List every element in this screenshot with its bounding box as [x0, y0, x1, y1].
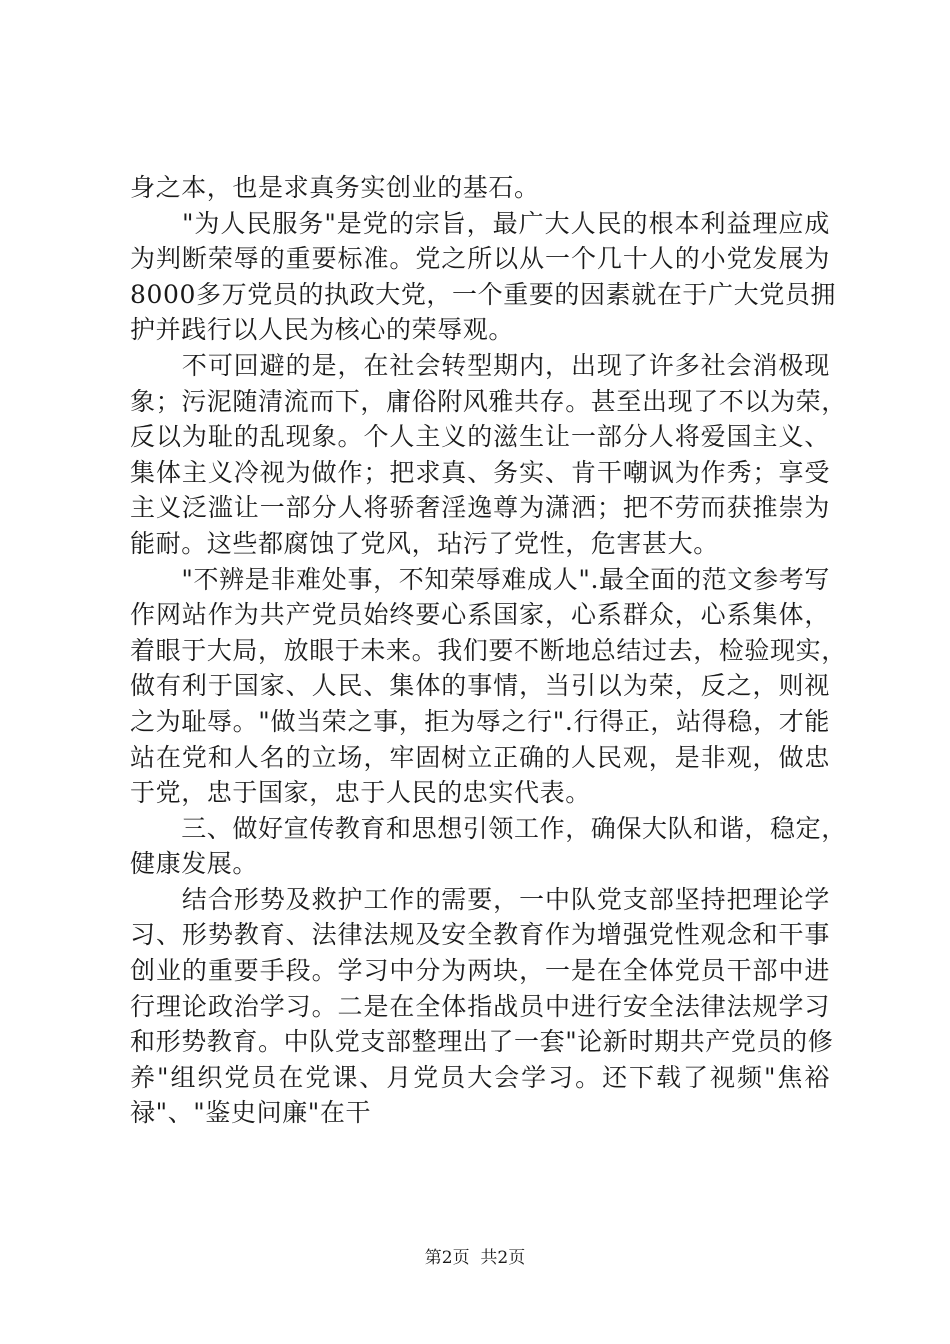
text-line: 为判断荣辱的重要标准。党之所以从一个几十人的小党发展为 [130, 244, 830, 274]
text-line: 结合形势及救护工作的需要，一中队党支部坚持把理论学 [130, 884, 830, 914]
text-line: 8000多万党员的执政大党，一个重要的因素就在于广大党员拥 [130, 279, 837, 309]
text-line: 象；污泥随清流而下，庸俗附风雅共存。甚至出现了不以为荣， [130, 386, 847, 416]
text-line: 和形势教育。中队党支部整理出了一套"论新时期共产党员的修 [130, 1027, 834, 1057]
text-line: 习、形势教育、法律法规及安全教育作为增强党性观念和干事 [130, 920, 830, 950]
text-line: 站在党和人名的立场，牢固树立正确的人民观，是非观，做忠 [130, 742, 830, 772]
text-line: 集体主义冷视为做作；把求真、务实、肯干嘲讽为作秀；享受 [130, 457, 830, 487]
page-number: 第2页 共2页 [424, 1248, 526, 1268]
text-line: 于党，忠于国家，忠于人民的忠实代表。 [130, 778, 591, 808]
body-text [130, 170, 847, 1131]
text-line: 作网站作为共产党员始终要心系国家，心系群众，心系集体， [130, 600, 830, 630]
text-line: 不可回避的是，在社会转型期内，出现了许多社会消极现 [130, 350, 830, 380]
page-footer [0, 1243, 950, 1268]
text-line: 禄"、"鉴史问廉"在干 [130, 1098, 372, 1128]
text-line: 养"组织党员在党课、月党员大会学习。还下载了视频"焦裕 [130, 1062, 830, 1092]
text-line: 反以为耻的乱现象。个人主义的滋生让一部分人将爱国主义、 [130, 422, 830, 452]
text-line: 创业的重要手段。学习中分为两块，一是在全体党员干部中进 [130, 956, 830, 986]
text-line: 三、做好宣传教育和思想引领工作，确保大队和谐，稳定， [130, 813, 847, 843]
text-line: 做有利于国家、人民、集体的事情，当引以为荣，反之，则视 [130, 671, 830, 701]
text-line: 之为耻辱。"做当荣之事，拒为辱之行".行得正，站得稳，才能 [130, 706, 830, 736]
text-line: 身之本，也是求真务实创业的基石。 [130, 173, 540, 202]
text-line: 行理论政治学习。二是在全体指战员中进行安全法律法规学习 [130, 991, 830, 1021]
text-line: 能耐。这些都腐蚀了党风，玷污了党性，危害甚大。 [130, 528, 719, 558]
text-line: 健康发展。 [130, 849, 259, 879]
text-line: 主义泛滥让一部分人将骄奢淫逸尊为潇洒；把不劳而获推崇为 [130, 493, 830, 523]
text-line: 护并践行以人民为核心的荣辱观。 [130, 315, 515, 345]
text-line: "不辨是非难处事，不知荣辱难成人".最全面的范文参考写 [130, 564, 830, 594]
text-line: "为人民服务"是党的宗旨，最广大人民的根本利益理应成 [130, 208, 830, 238]
text-line: 着眼于大局，放眼于未来。我们要不断地总结过去，检验现实， [130, 635, 847, 665]
